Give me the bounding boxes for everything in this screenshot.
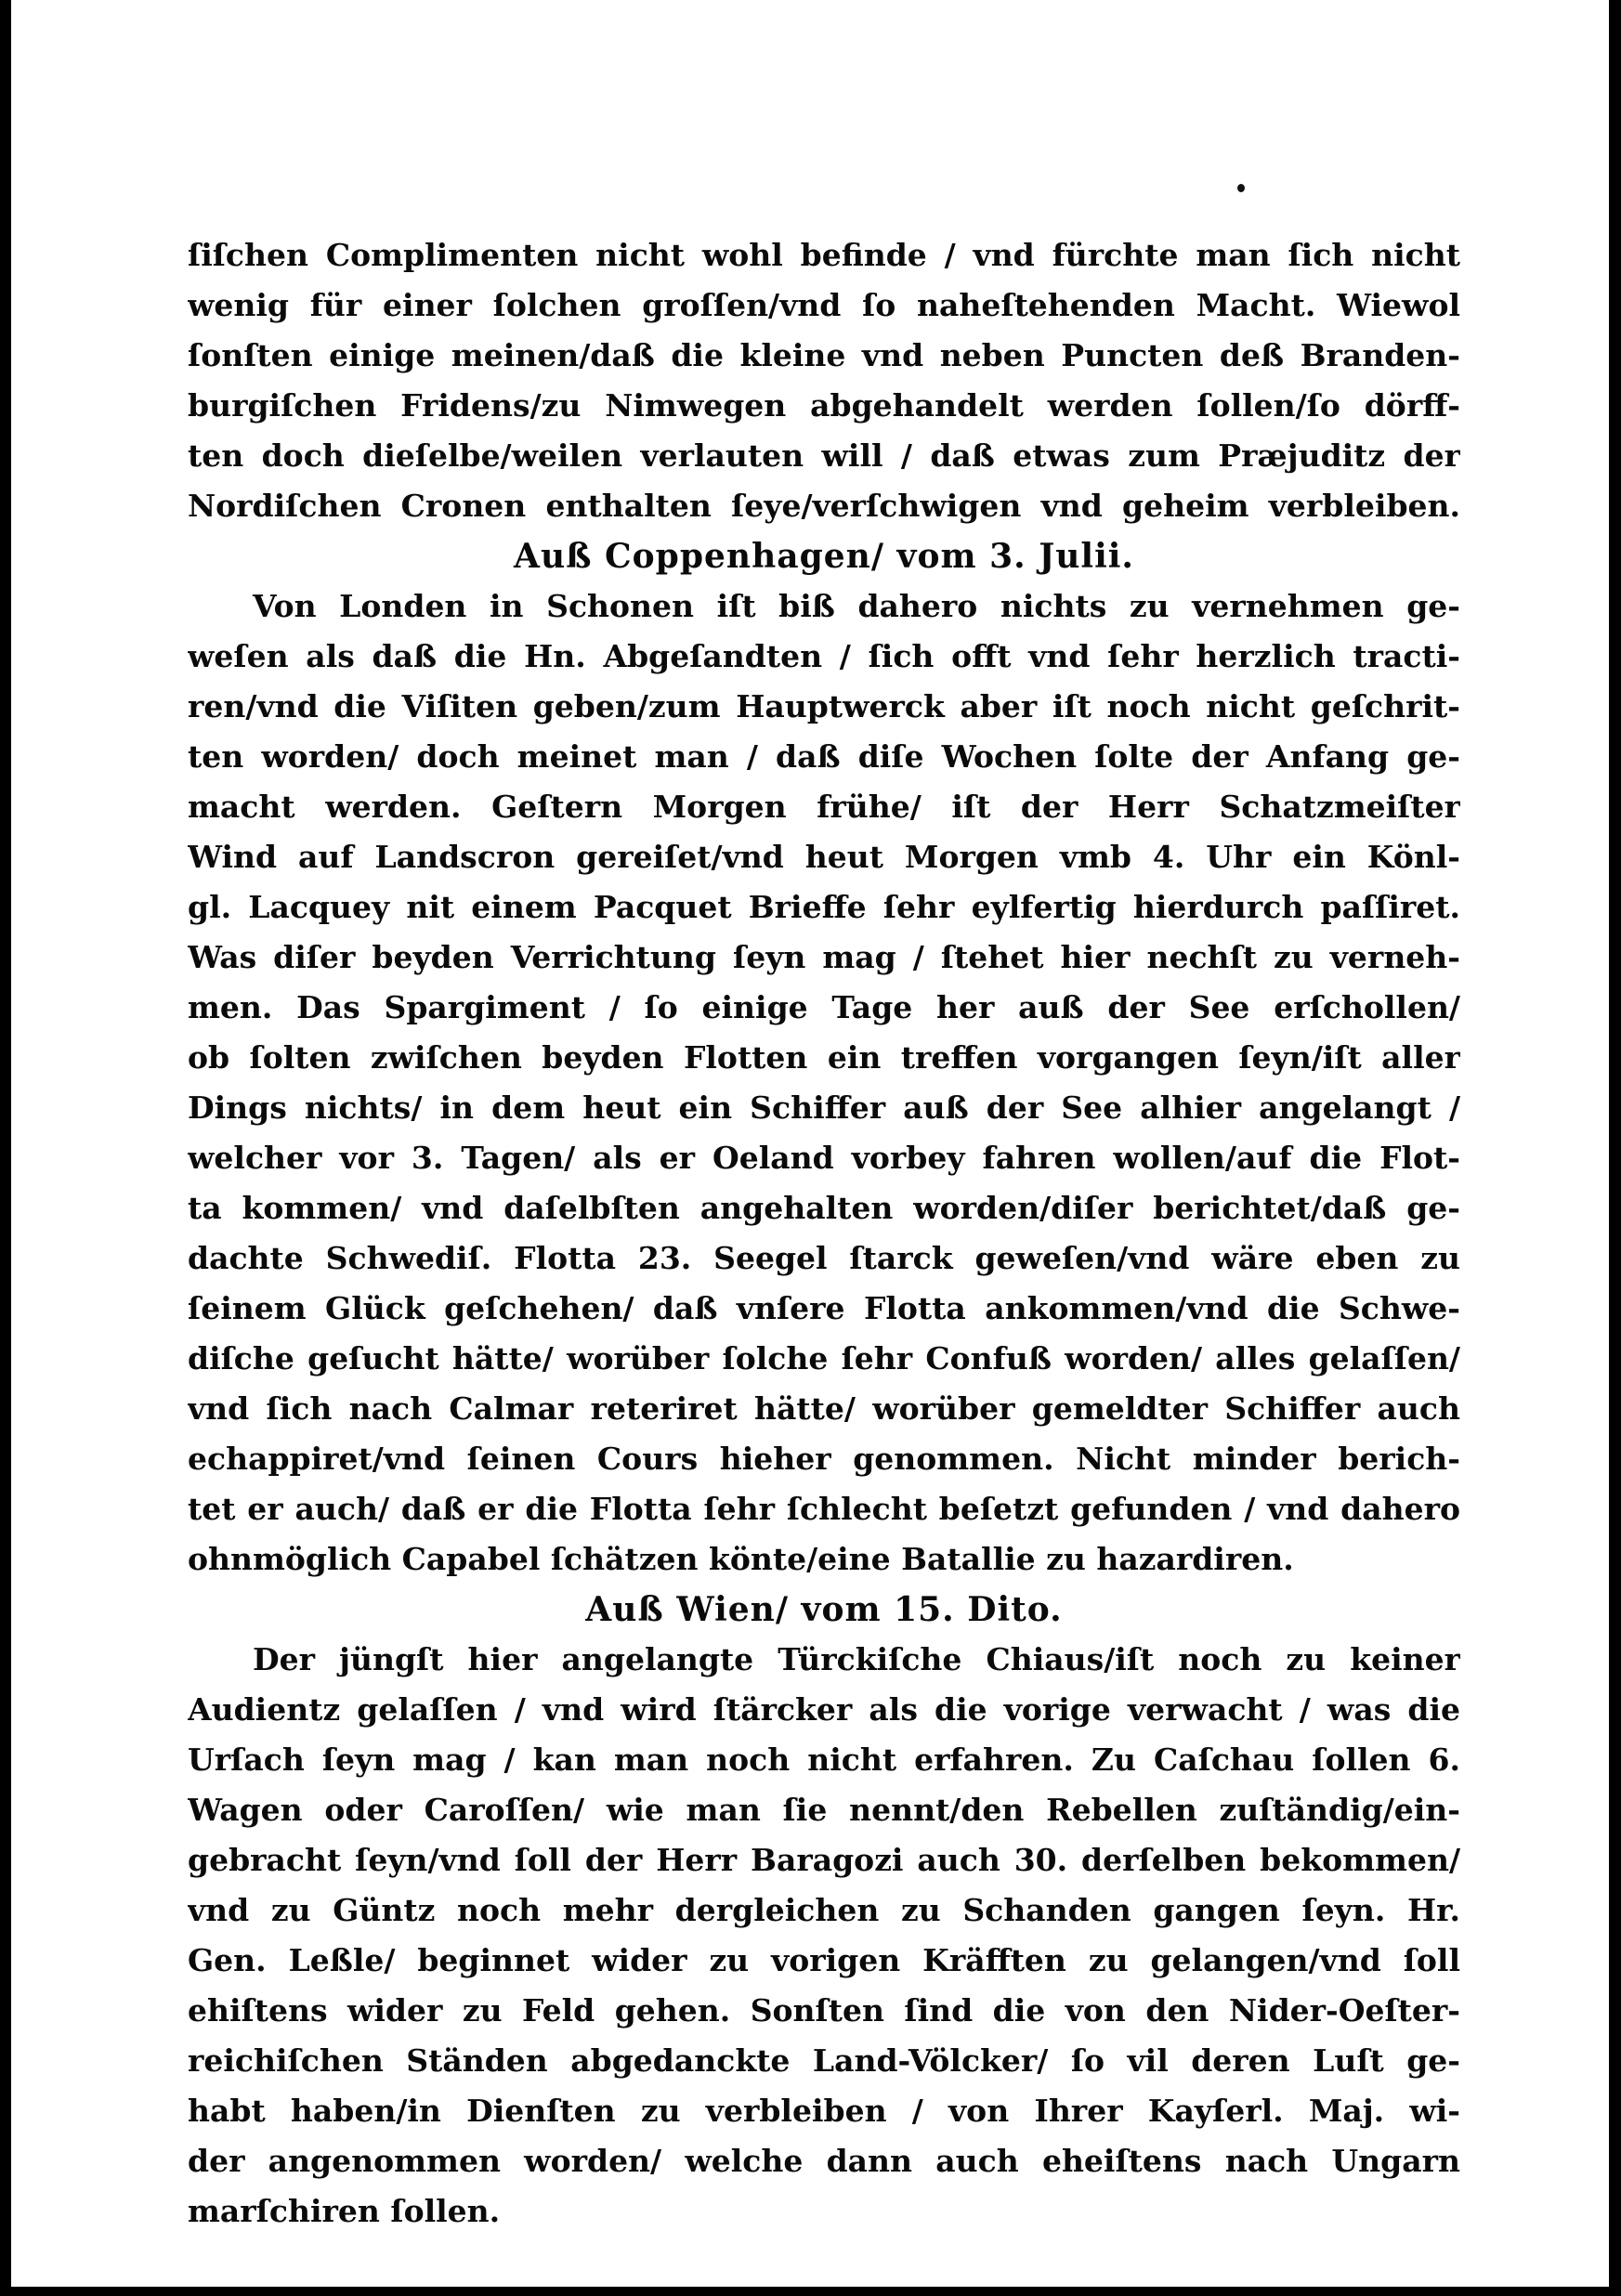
text-line: der angenommen worden/ welche dann auch eheiſtens nach Ungarn (188, 2143, 1460, 2179)
text-line: men. Das Spargiment / ſo einige Tage her auß der See erſchollen/ (188, 989, 1460, 1025)
text-line: vnd zu Güntz noch mehr dergleichen zu Schanden gangen ſeyn. Hr. (188, 1892, 1460, 1928)
text-line: ehiſtens wider zu Feld gehen. Sonſten ſind die von den Nider-Oeſter- (188, 1992, 1460, 2029)
text-line: Wagen oder Caroſſen/ wie man ſie nennt/den Rebellen zuſtändig/ein- (188, 1792, 1460, 1828)
section-heading: Auß Coppenhagen/ vom 3. Julii. (514, 537, 1134, 576)
text-line: Was diſer beyden Verrichtung ſeyn mag / ſtehet hier nechſt zu verneh- (188, 939, 1460, 975)
text-line: ob ſolten zwiſchen beyden Flotten ein treffen vorgangen ſeyn/iſt aller (188, 1039, 1460, 1076)
text-line: Dings nichts/ in dem heut ein Schiffer auß der See alhier angelangt / (188, 1089, 1460, 1126)
text-line: gebracht ſeyn/vnd ſoll der Herr Baragozi auch 30. derſelben bekommen/ (188, 1842, 1460, 1878)
text-line: diſche geſucht hätte/ worüber ſolche ſehr Confuß worden/ alles gelaſſen/ (188, 1340, 1460, 1376)
text-line: echappiret/vnd ſeinen Cours hieher genommen. Nicht minder berich- (188, 1441, 1460, 1477)
text-line: burgiſchen Fridens/zu Nimwegen abgehandelt werden ſollen/ſo dörff- (188, 387, 1460, 424)
text-line: Urſach ſeyn mag / kan man noch nicht erfahren. Zu Caſchau ſollen 6. (188, 1742, 1460, 1778)
text-line: ſeinem Glück geſchehen/ daß vnſere Flotta ankommen/vnd die Schwe- (188, 1290, 1460, 1326)
text-body (188, 230, 1460, 2237)
text-line: ohnmöglich Capabel ſchätzen könte/eine Batallie zu hazardiren. (188, 1541, 1294, 1577)
text-line: Der jüngſt hier angelangte Türckiſche Chiaus/iſt noch zu keiner (253, 1641, 1460, 1677)
text-line: Von Londen in Schonen iſt biß dahero nichts zu vernehmen ge- (253, 588, 1460, 624)
text-line: gl. Lacquey nit einem Pacquet Brieffe ſehr eylfertig hierdurch paſſiret. (188, 889, 1460, 925)
ink-speck (1237, 184, 1245, 192)
text-line: ta kommen/ vnd daſelbſten angehalten worden/diſer berichtet/daß ge- (188, 1190, 1460, 1226)
text-line: ſonſten einige meinen/daß die kleine vnd neben Puncten deß Branden- (188, 337, 1460, 373)
text-line: weſen als daß die Hn. Abgeſandten / ſich offt vnd ſehr herzlich tracti- (188, 638, 1460, 674)
text-line: Nordiſchen Cronen enthalten ſeye/verſchwigen vnd geheim verbleiben. (188, 488, 1460, 524)
text-line: macht werden. Geſtern Morgen frühe/ iſt der Herr Schatzmeiſter (188, 789, 1460, 825)
text-line: dachte Schwediſ. Flotta 23. Seegel ſtarck geweſen/vnd wäre eben zu (188, 1240, 1460, 1276)
text-line: welcher vor 3. Tagen/ als er Oeland vorbey fahren wollen/auf die Flot- (188, 1140, 1460, 1176)
text-line: Wind auf Landscron gereiſet/vnd heut Morgen vmb 4. Uhr ein Könl- (188, 839, 1460, 875)
text-line: wenig für einer ſolchen groſſen/vnd ſo naheſtehenden Macht. Wiewol (188, 287, 1460, 323)
text-line: ren/vnd die Viſiten geben/zum Hauptwerck aber iſt noch nicht geſchrit- (188, 688, 1460, 724)
text-line: Audientz gelaſſen / vnd wird ſtärcker als die vorige verwacht / was die (188, 1691, 1460, 1728)
text-line: vnd ſich nach Calmar reteriret hätte/ worüber gemeldter Schiffer auch (188, 1390, 1460, 1427)
text-line: reichiſchen Ständen abgedanckte Land-Völcker/ ſo vil deren Luſt ge- (188, 2042, 1460, 2079)
text-line: habt haben/in Dienſten zu verbleiben / von Ihrer Kayſerl. Maj. wi- (188, 2093, 1460, 2129)
text-line: ten worden/ doch meinet man / daß diſe Wochen ſolte der Anfang ge- (188, 738, 1460, 775)
text-line: tet er auch/ daß er die Flotta ſehr ſchlecht beſetzt gefunden / vnd dahero (188, 1491, 1460, 1527)
text-line: ten doch dieſelbe/weilen verlauten will / daß etwas zum Præjuditz der (188, 437, 1460, 474)
text-line: marſchiren ſollen. (188, 2193, 501, 2229)
text-line: ſiſchen Complimenten nicht wohl befinde / vnd fürchte man ſich nicht (188, 237, 1460, 273)
scanned-page (11, 0, 1609, 2287)
text-line: Gen. Leßle/ beginnet wider zu vorigen Kräfften zu gelangen/vnd ſoll (188, 1942, 1460, 1978)
section-heading: Auß Wien/ vom 15. Dito. (585, 1590, 1063, 1629)
